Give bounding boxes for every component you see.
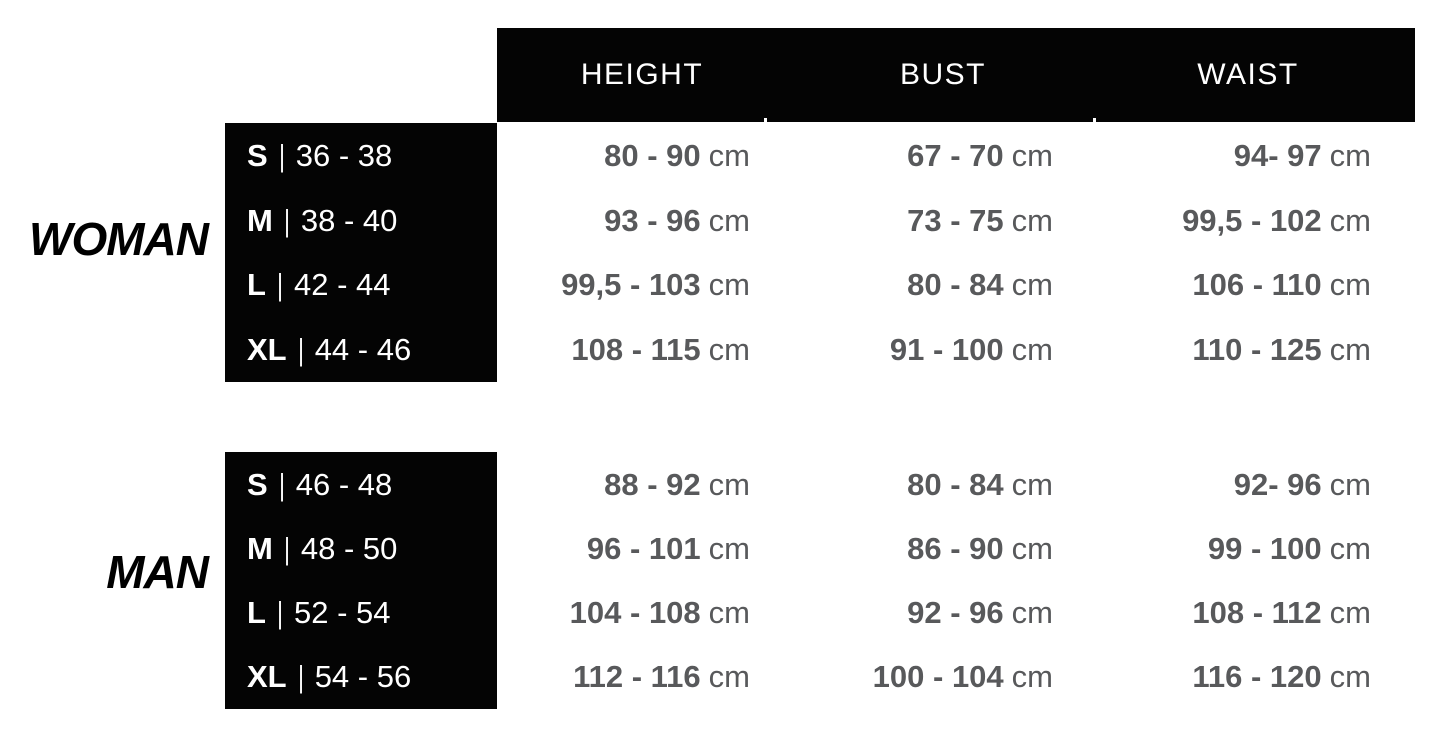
value-unit: cm [708, 202, 750, 238]
value-cell [1182, 202, 1371, 238]
value-range: 116 - 120 [1192, 659, 1322, 695]
value-cell [907, 137, 1053, 173]
value-unit: cm [1011, 332, 1053, 368]
value-cell [1192, 595, 1371, 631]
value-cell [569, 595, 750, 631]
value-range: 67 - 70 [907, 137, 1004, 173]
size-range: 38 - 40 [300, 202, 398, 238]
value-range: 100 - 104 [872, 659, 1004, 695]
value-unit: cm [1329, 595, 1371, 631]
size-separator: | [278, 466, 285, 502]
value-cell [907, 202, 1053, 238]
value-range: 93 - 96 [604, 202, 701, 238]
value-unit: cm [708, 137, 750, 173]
value-unit: cm [1329, 659, 1371, 695]
value-cell [1207, 530, 1371, 566]
section-label-man: MAN [106, 546, 208, 598]
size-separator: | [276, 595, 283, 631]
value-range: 94- 97 [1233, 137, 1322, 173]
value-range: 80 - 84 [907, 267, 1004, 303]
size-letter: XL [247, 659, 287, 695]
value-cell [1233, 466, 1371, 502]
size-letter: XL [247, 332, 287, 368]
value-range: 73 - 75 [907, 202, 1004, 238]
size-letter: S [247, 466, 268, 502]
size-row [225, 659, 497, 695]
size-range: 44 - 46 [314, 332, 412, 368]
size-row [225, 267, 497, 303]
value-cell [907, 267, 1053, 303]
value-unit: cm [708, 466, 750, 502]
section-label-woman: WOMAN [29, 213, 208, 265]
value-unit: cm [1329, 267, 1371, 303]
size-row [225, 137, 497, 173]
value-cell [561, 267, 750, 303]
value-unit: cm [1011, 466, 1053, 502]
value-unit: cm [1329, 332, 1371, 368]
value-unit: cm [708, 267, 750, 303]
value-unit: cm [1011, 595, 1053, 631]
value-range: 99,5 - 102 [1182, 202, 1322, 238]
value-unit: cm [708, 595, 750, 631]
value-range: 88 - 92 [604, 466, 701, 502]
size-separator: | [283, 202, 290, 238]
value-range: 106 - 110 [1192, 267, 1322, 303]
value-cell [604, 202, 750, 238]
waist-column-man [1081, 452, 1371, 709]
bust-column-man [763, 452, 1053, 709]
value-cell [1192, 332, 1371, 368]
bust-column-woman [763, 123, 1053, 382]
value-range: 108 - 115 [571, 332, 701, 368]
waist-column-woman [1081, 123, 1371, 382]
column-header-bust: BUST [899, 58, 987, 91]
size-letter: L [247, 267, 266, 303]
size-letter: L [247, 595, 266, 631]
column-seam [764, 118, 767, 122]
value-range: 80 - 90 [604, 137, 701, 173]
value-cell [1192, 267, 1371, 303]
value-cell [872, 659, 1053, 695]
value-cell [889, 332, 1053, 368]
value-unit: cm [1329, 202, 1371, 238]
size-letter: M [247, 530, 273, 566]
value-unit: cm [1011, 267, 1053, 303]
value-cell [907, 530, 1053, 566]
value-cell [571, 332, 750, 368]
value-range: 92 - 96 [907, 595, 1004, 631]
value-unit: cm [1011, 137, 1053, 173]
size-separator: | [297, 332, 304, 368]
value-unit: cm [1011, 202, 1053, 238]
size-separator: | [297, 659, 304, 695]
value-range: 110 - 125 [1192, 332, 1322, 368]
size-letter: S [247, 137, 268, 173]
value-cell [573, 659, 750, 695]
value-range: 99,5 - 103 [561, 267, 701, 303]
value-unit: cm [1329, 530, 1371, 566]
value-unit: cm [708, 530, 750, 566]
size-range: 46 - 48 [295, 466, 393, 502]
size-row [225, 530, 497, 566]
size-range: 52 - 54 [294, 595, 391, 631]
height-column-woman [460, 123, 750, 382]
value-unit: cm [708, 332, 750, 368]
value-cell [604, 137, 750, 173]
value-cell [1233, 137, 1371, 173]
size-row [225, 466, 497, 502]
value-range: 104 - 108 [569, 595, 701, 631]
value-unit: cm [1329, 137, 1371, 173]
size-list-woman [225, 123, 497, 382]
size-range: 54 - 56 [314, 659, 412, 695]
size-row [225, 595, 497, 631]
size-separator: | [278, 137, 285, 173]
column-header-height: HEIGHT [580, 58, 704, 91]
value-unit: cm [1011, 659, 1053, 695]
size-row [225, 332, 497, 368]
value-cell [604, 466, 750, 502]
value-range: 80 - 84 [907, 466, 1004, 502]
value-range: 96 - 101 [586, 530, 701, 566]
value-range: 92- 96 [1233, 466, 1322, 502]
value-unit: cm [708, 659, 750, 695]
value-unit: cm [1329, 466, 1371, 502]
value-range: 112 - 116 [573, 659, 701, 695]
value-range: 99 - 100 [1207, 530, 1322, 566]
height-column-man [460, 452, 750, 709]
size-letter: M [247, 202, 273, 238]
value-range: 91 - 100 [889, 332, 1004, 368]
column-seam [1093, 118, 1096, 122]
size-list-man [225, 452, 497, 709]
value-cell [907, 466, 1053, 502]
size-separator: | [276, 267, 283, 303]
value-cell [907, 595, 1053, 631]
value-cell [586, 530, 750, 566]
size-range: 42 - 44 [294, 267, 391, 303]
value-cell [1192, 659, 1371, 695]
column-header-waist: WAIST [1197, 58, 1299, 91]
size-separator: | [283, 530, 290, 566]
table-header-bar [497, 28, 1415, 122]
size-range: 48 - 50 [300, 530, 398, 566]
size-row [225, 202, 497, 238]
value-range: 108 - 112 [1192, 595, 1322, 631]
value-range: 86 - 90 [907, 530, 1004, 566]
size-range: 36 - 38 [295, 137, 393, 173]
value-unit: cm [1011, 530, 1053, 566]
